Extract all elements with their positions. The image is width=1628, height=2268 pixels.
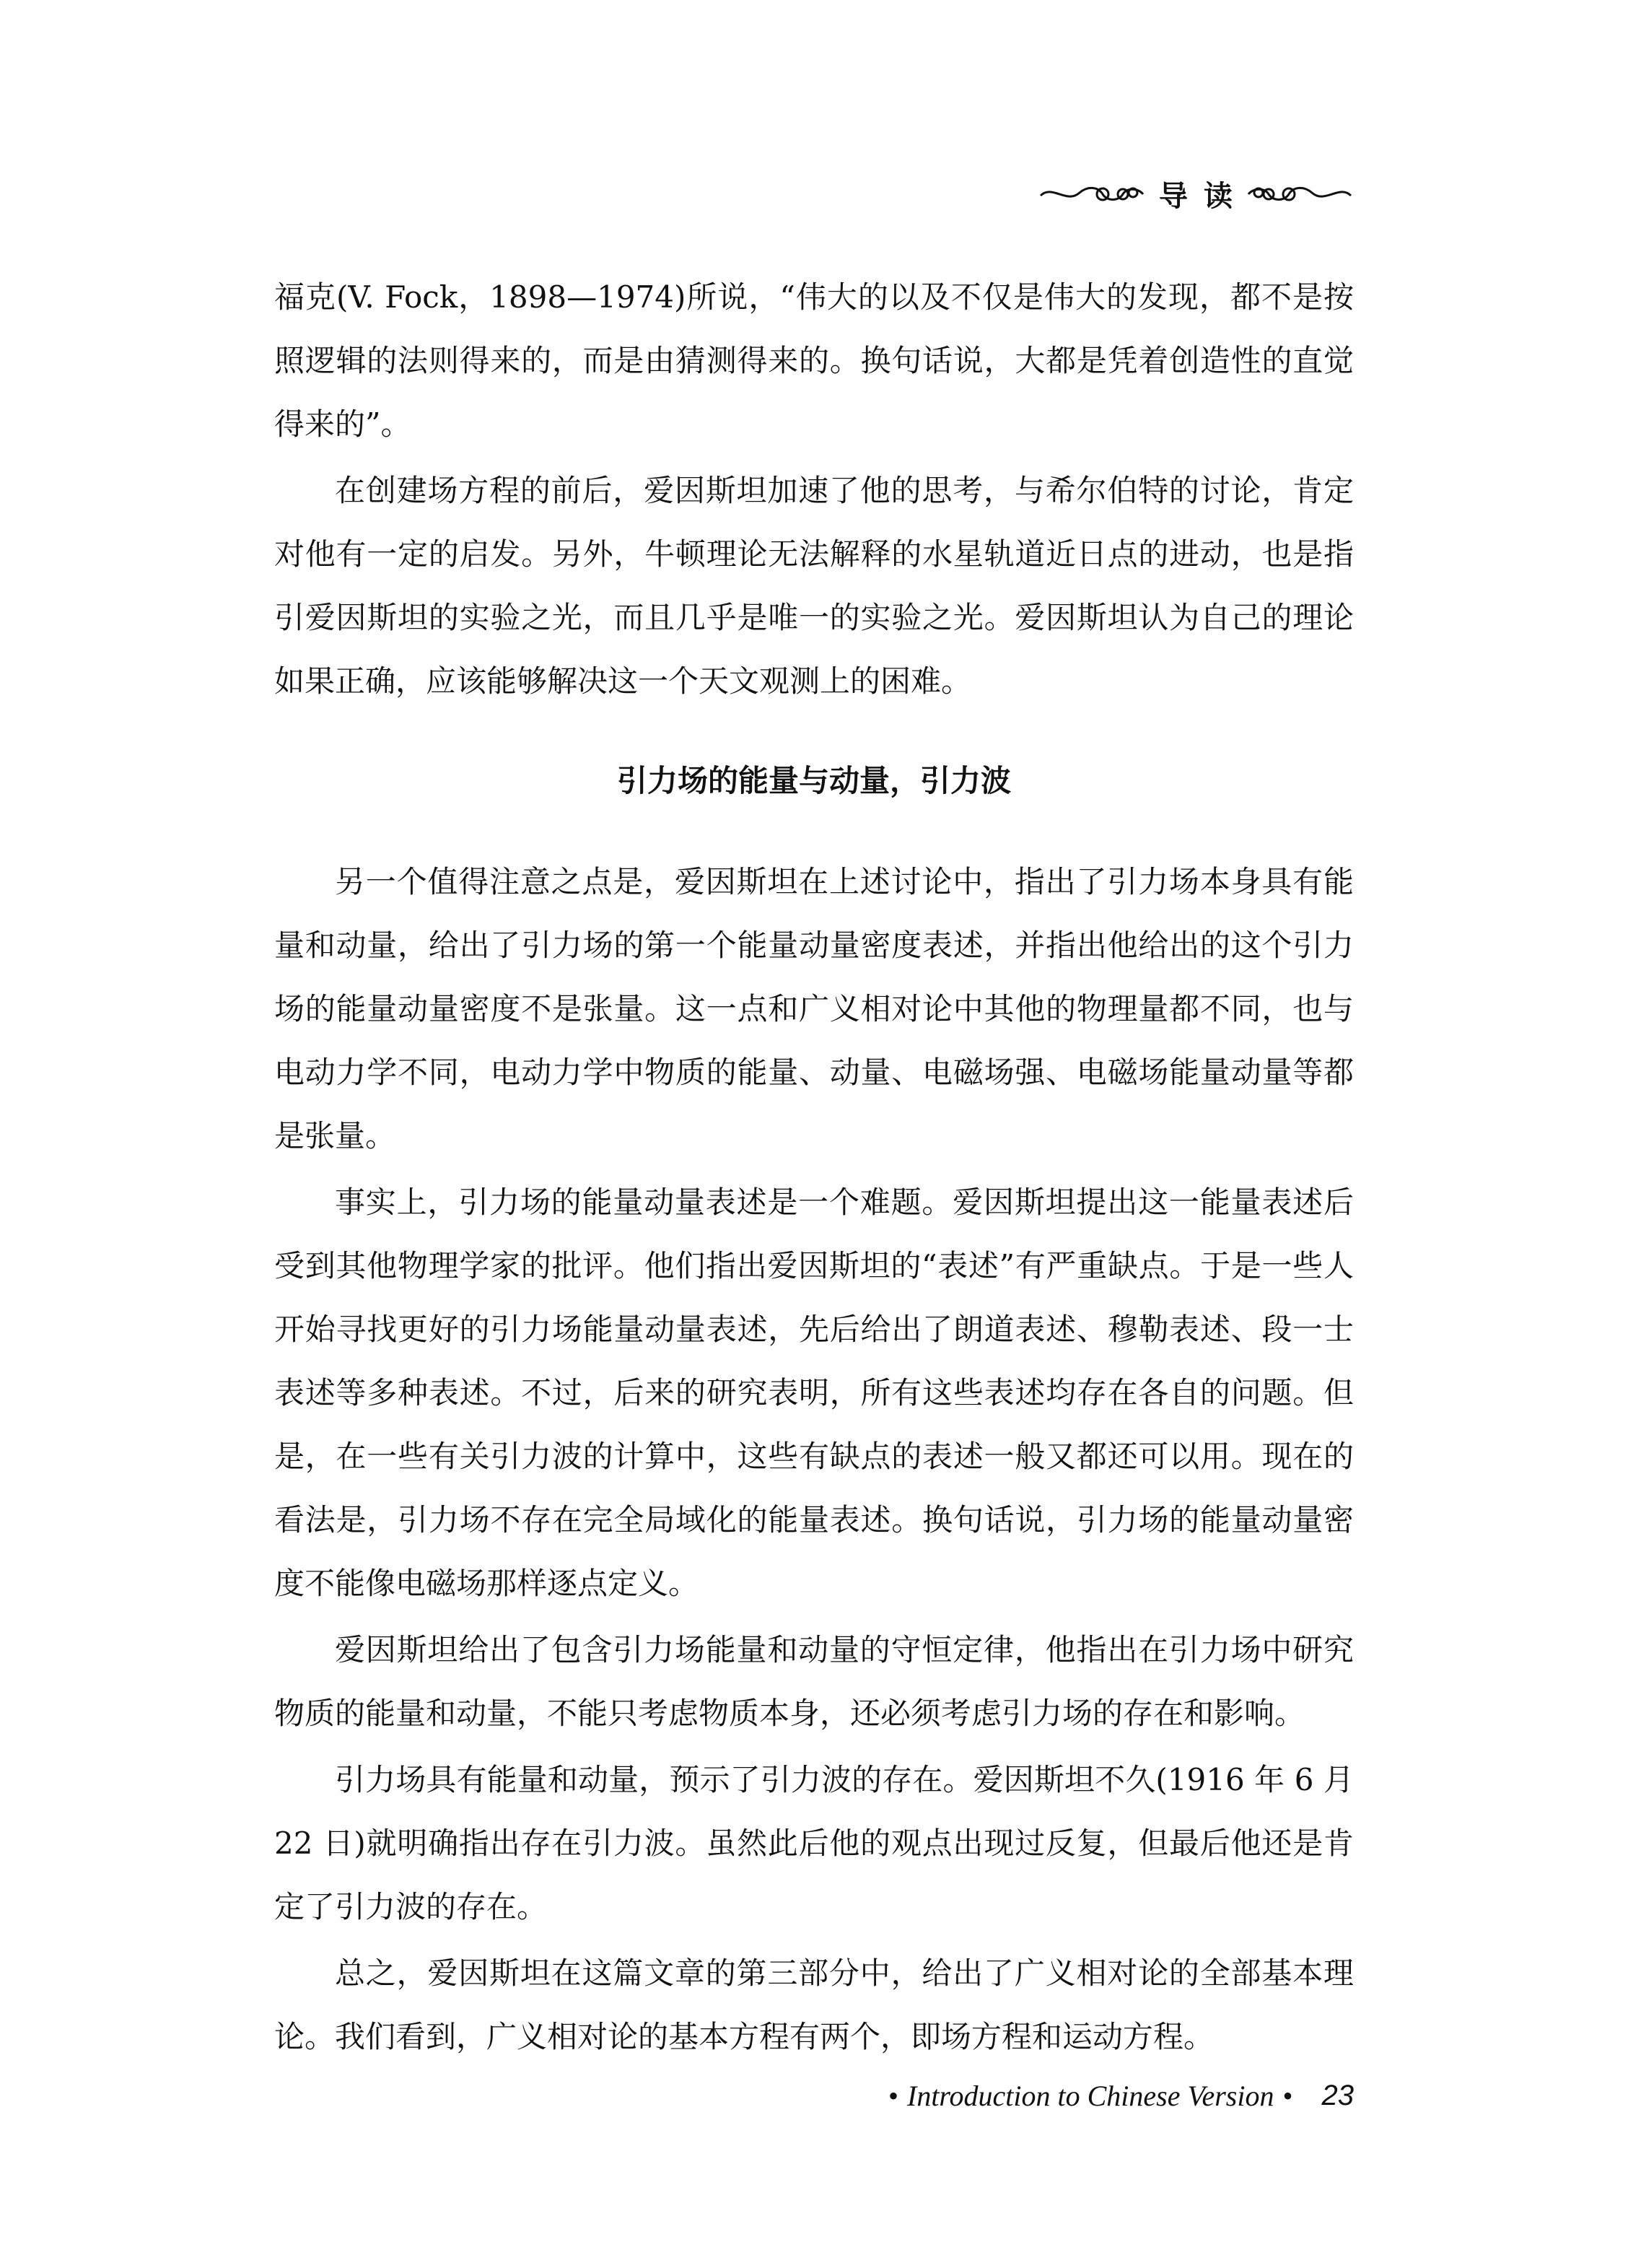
body-text [274,266,1354,2072]
running-head-title: 导读 [1159,180,1248,213]
paragraph: 总之，爱因斯坦在这篇文章的第三部分中，给出了广义相对论的全部基本理论。我们看到，广义相对论的基本方程有两个，即场方程和运动方程。 [274,1955,1354,2054]
section-heading: 引力场的能量与动量，引力波 [616,763,1011,798]
paragraph: 爱因斯坦给出了包含引力场能量和动量的守恒定律，他指出在引力场中研究物质的能量和动量，不能只考虑物质本身，还必须考虑引力场的存在和影响。 [274,1632,1354,1731]
paragraph: 事实上，引力场的能量动量表述是一个难题。爱因斯坦提出这一能量表述后受到其他物理学家的批评。他们指出爱因斯坦的“表述”有严重缺点。于是一些人开始寻找更好的引力场能量动量表述，先后给出了朗道表述、穆勒表述、段一士表述等多种表述。不过，后来的研究表明，所有这些表述均存在各自的问题。但是，在一些有关引力波的计算中，这些有缺点的表述一般又都还可以用。现在的看法是，引力场不存在完全局域化的能量表述。换句话说，引力场的能量动量密度不能像电磁场那样逐点定义。 [274,1185,1354,1601]
right-scroll-ornament-icon [1246,180,1354,209]
paragraph: 福克(V. Fock，1898—1974)所说，“伟大的以及不仅是伟大的发现，都不是按照逻辑的法则得来的，而是由猜测得来的。换句话说，大都是凭着创造性的直觉得来的”。 [274,279,1354,442]
left-scroll-ornament-icon [1038,180,1146,209]
paragraph: 在创建场方程的前后，爱因斯坦加速了他的思考，与希尔伯特的讨论，肯定对他有一定的启发。另外，牛顿理论无法解释的水星轨道近日点的进动，也是指引爱因斯坦的实验之光，而且几乎是唯一的实验之光。爱因斯坦认为自己的理论如果正确，应该能够解决这一个天文观测上的困难。 [274,473,1354,699]
footer-bullet-left: • [888,2080,898,2112]
footer-bullet-right: • [1282,2080,1293,2112]
running-head [1038,173,1354,214]
page-footer [880,2079,1354,2113]
page-number: 23 [1321,2080,1354,2111]
paragraph: 引力场具有能量和动量，预示了引力波的存在。爱因斯坦不久(1916 年 6 月 22 日)就明确指出存在引力波。虽然此后他的观点出现过反复，但最后他还是肯定了引力波的存在。 [274,1762,1354,1924]
paragraph: 另一个值得注意之点是，爱因斯坦在上述讨论中，指出了引力场本身具有能量和动量，给出了引力场的第一个能量动量密度表述，并指出他给出的这个引力场的能量动量密度不是张量。这一点和广义相对论中其他的物理量都不同，也与电动力学不同，电动力学中物质的能量、动量、电磁场强、电磁场能量动量等都是张量。 [274,864,1354,1153]
footer-running-title: Introduction to Chinese Version [907,2080,1274,2112]
